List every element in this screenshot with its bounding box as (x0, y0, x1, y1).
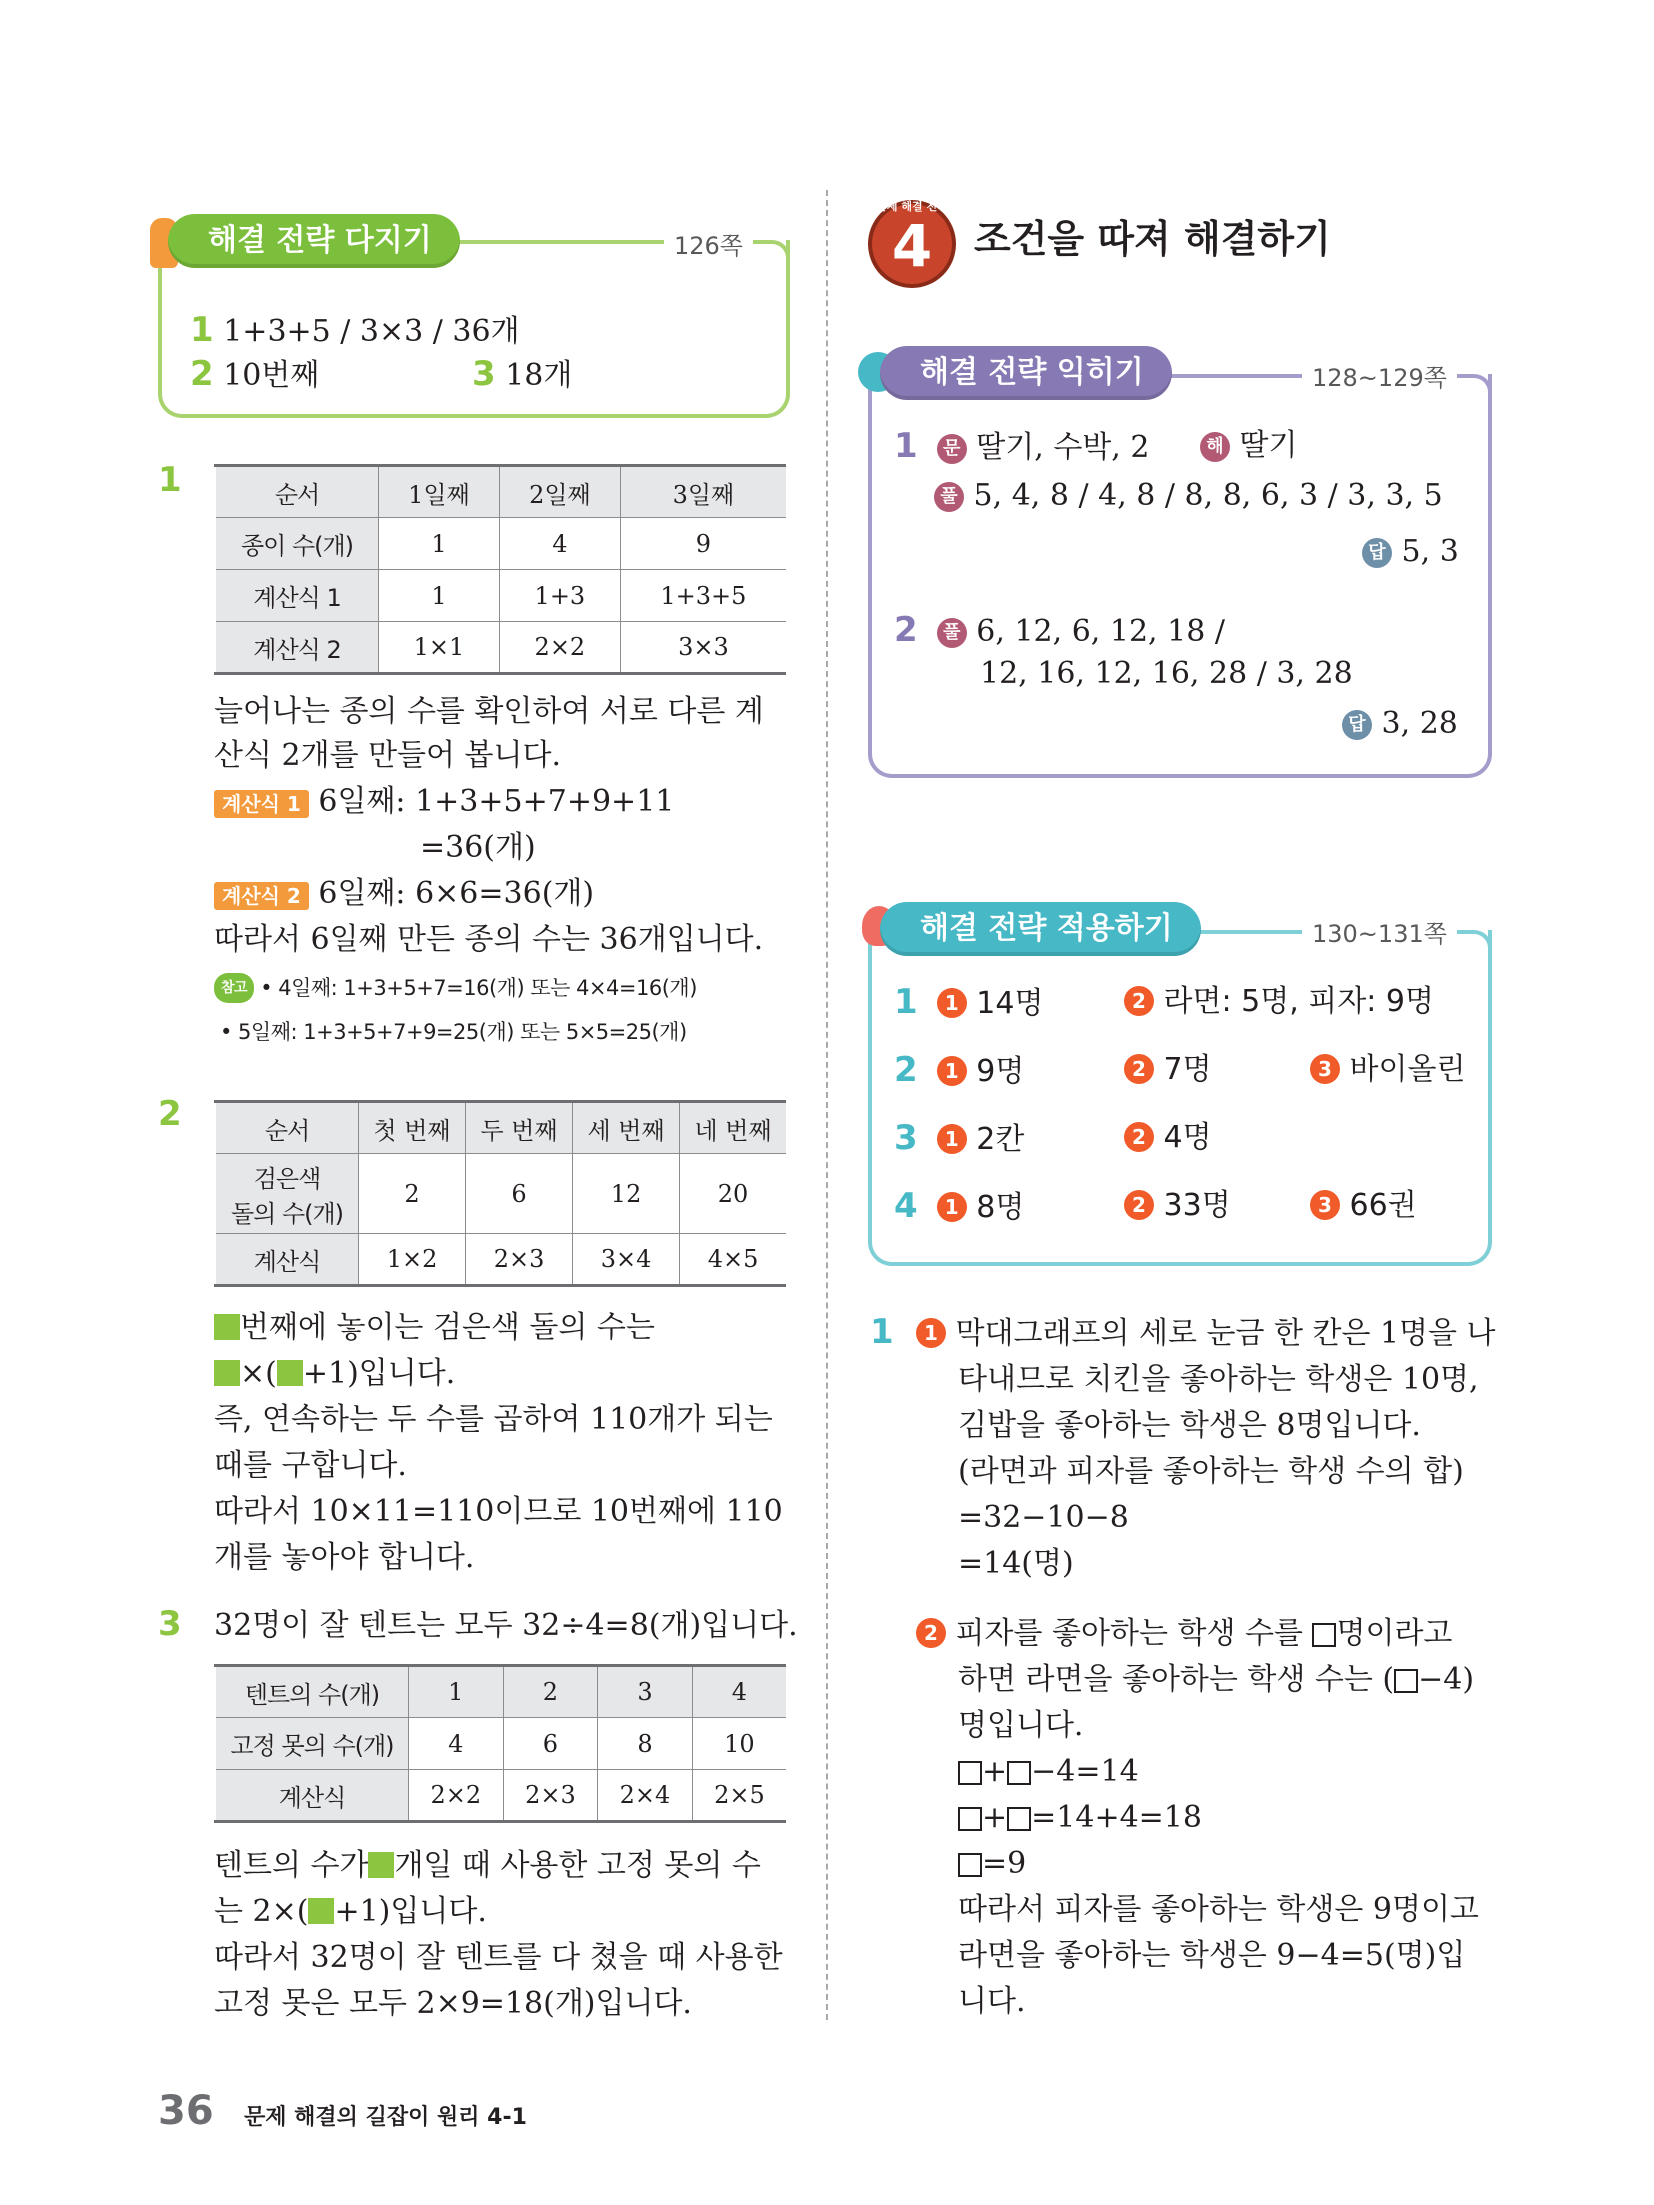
calc-2-line: 6일째: 6×6=36(개) (318, 876, 595, 911)
table-cell: 세 번째 (573, 1102, 680, 1154)
table-cell: 1일째 (379, 466, 500, 518)
table-cell: 8 (598, 1718, 693, 1770)
p1-note-2: • 5일째: 1+3+5+7+9=25(개) 또는 5×5=25(개) (220, 1020, 687, 1044)
p3-intro: 32명이 잘 텐트는 모두 32÷4=8(개)입니다. (214, 1608, 798, 1643)
blank-square (277, 1360, 303, 1386)
learn-q1-line1 (894, 424, 1149, 470)
p2-text-6: 개를 놓아야 합니다. (214, 1540, 475, 1575)
table-cell: 2×2 (409, 1770, 504, 1822)
table-cell: 2×5 (692, 1770, 786, 1822)
table-cell: 종이 수(개) (215, 518, 379, 570)
table-cell: 3일째 (620, 466, 786, 518)
blank-box (1007, 1761, 1031, 1785)
p3-text-1: 텐트의 수가 개일 때 사용한 고정 못의 수 (214, 1848, 761, 1883)
learn-q2-line1: 2 풀 6, 12, 6, 12, 18 / (894, 610, 1225, 650)
learn-q2-line2: 12, 16, 12, 16, 28 / 3, 28 (980, 656, 1353, 691)
p3-text-2: 는 2×( +1)입니다. (214, 1894, 487, 1929)
table-cell: 첫 번째 (359, 1102, 466, 1154)
p3-text-3: 따라서 32명이 잘 텐트를 다 쳤을 때 사용한 (214, 1940, 783, 1975)
table-cell: 계산식 2 (215, 622, 379, 674)
review-answer-2: 10번째 (223, 358, 320, 393)
p2-text-4: 때를 구합니다. (214, 1448, 407, 1483)
table-cell: 20 (680, 1154, 786, 1234)
mark-1: 1 (937, 1056, 967, 1086)
pul-badge: 풀 (934, 482, 964, 512)
blank-box (1007, 1807, 1031, 1831)
table-cell: 1+3 (499, 570, 620, 622)
mark-3: 3 (1310, 1054, 1340, 1084)
table-cell: 9 (620, 518, 786, 570)
apply-row-2: 2 1 9명 (894, 1050, 1025, 1090)
explain-s2-l1: 2 피자를 좋아하는 학생 수를 명이라고 (916, 1612, 1452, 1656)
table-cell: 1+3+5 (620, 570, 786, 622)
explain-s2-l5: + =14+4=18 (958, 1796, 1202, 1840)
mark-1: 1 (916, 1318, 946, 1348)
item-number: 1 (894, 426, 918, 466)
book-title: 문제 해결의 길잡이 원리 4-1 (244, 2105, 527, 2130)
item-number: 2 (894, 610, 918, 650)
table-cell: 1 (409, 1666, 504, 1718)
mun-badge: 문 (937, 434, 967, 464)
review-line-3 (472, 352, 572, 398)
table-cell: 순서 (215, 466, 379, 518)
explain-s2-l2: 하면 라면을 좋아하는 학생 수는 ( −4) (958, 1662, 1475, 1697)
table-tent-pegs (214, 1664, 786, 1823)
mark-3: 3 (1310, 1190, 1340, 1220)
item-number: 1 (190, 310, 214, 350)
page-number: 36 (158, 2088, 214, 2134)
table-cell: 6 (466, 1154, 573, 1234)
mark-2: 2 (1124, 1122, 1154, 1152)
table-cell: 2 (359, 1154, 466, 1234)
problem-number-3: 3 (158, 1604, 182, 1644)
hae-badge: 해 (1200, 432, 1230, 462)
table-cell: 네 번째 (680, 1102, 786, 1154)
explain-s1-l3: 김밥을 좋아하는 학생은 8명입니다. (958, 1408, 1421, 1443)
table-black-stones (214, 1100, 786, 1287)
calc-tag-2: 계산식 2 (214, 882, 309, 910)
blank-box (958, 1807, 982, 1831)
box-title-apply: 해결 전략 적용하기 (880, 902, 1201, 956)
table-cell: 검은색 돌의 수(개) (215, 1154, 359, 1234)
table-cell: 2×3 (466, 1234, 573, 1286)
mark-2: 2 (1124, 1190, 1154, 1220)
dap-badge: 답 (1362, 538, 1392, 568)
table-cell: 12 (573, 1154, 680, 1234)
mark-2: 2 (916, 1618, 946, 1648)
table-cell: 텐트의 수(개) (215, 1666, 409, 1718)
apply-row-3-b: 2 4명 (1124, 1116, 1212, 1160)
p2-text-5: 따라서 10×11=110이므로 10번째에 110 (214, 1494, 783, 1529)
apply-row-4: 4 1 8명 (894, 1186, 1025, 1226)
table-cell: 2×2 (499, 622, 620, 674)
blank-square (214, 1314, 240, 1340)
pul-badge: 풀 (937, 618, 967, 648)
table-cell: 2일째 (499, 466, 620, 518)
table-cell: 4 (692, 1666, 786, 1718)
mark-2: 2 (1124, 986, 1154, 1016)
p1-conclusion: 따라서 6일째 만든 종의 수는 36개입니다. (214, 922, 764, 957)
table-cell: 2×3 (503, 1770, 598, 1822)
page-ref-review: 126쪽 (664, 226, 753, 261)
explain-s1-l4: (라면과 피자를 좋아하는 학생 수의 합) (958, 1454, 1464, 1489)
p1-calc-2 (214, 872, 594, 918)
table-cell: 10 (692, 1718, 786, 1770)
p1-text-2: 산식 2개를 만들어 봅니다. (214, 738, 562, 773)
mark-1: 1 (937, 988, 967, 1018)
explain-s1-l1: 1 막대그래프의 세로 눈금 한 칸은 1명을 나 (916, 1312, 1496, 1356)
page-ref-apply: 130~131쪽 (1302, 914, 1457, 949)
p2-text-2: ×( +1)입니다. (214, 1352, 455, 1396)
table-cell: 두 번째 (466, 1102, 573, 1154)
table-cell: 계산식 (215, 1770, 409, 1822)
blank-square (214, 1360, 240, 1386)
section-badge-caption: 문제 해결 전략 (876, 200, 948, 213)
table-cell: 3×3 (620, 622, 786, 674)
learn-q1-dap: 답 5, 3 (1362, 530, 1459, 574)
p3-text-4: 고정 못은 모두 2×9=18(개)입니다. (214, 1986, 692, 2021)
box-title-learn: 해결 전략 익히기 (880, 346, 1172, 400)
p1-text-1: 늘어나는 종의 수를 확인하여 서로 다른 계 (214, 694, 764, 729)
table-cell: 4×5 (680, 1234, 786, 1286)
explain-s2-l3: 명입니다. (958, 1708, 1084, 1743)
p1-calc-1 (214, 780, 674, 826)
table-cell: 6 (503, 1718, 598, 1770)
learn-q1-mun: 딸기, 수박, 2 (976, 430, 1150, 465)
section-title: 조건을 따져 해결하기 (974, 217, 1331, 261)
mark-1: 1 (937, 1124, 967, 1154)
table-cell: 계산식 (215, 1234, 359, 1286)
table-cell: 3 (598, 1666, 693, 1718)
item-number: 3 (472, 354, 496, 394)
note-badge: 참고 (214, 973, 254, 1003)
p2-text-3: 즉, 연속하는 두 수를 곱하여 110개가 되는 (214, 1402, 773, 1437)
note-text: • 4일째: 1+3+5+7=16(개) 또는 4×4=16(개) (260, 976, 697, 1000)
apply-row-2-c: 3 바이올린 (1310, 1048, 1465, 1092)
problem-number-1: 1 (158, 460, 182, 500)
explain-s2-l7: 따라서 피자를 좋아하는 학생은 9명이고 (958, 1892, 1479, 1927)
apply-row-1-b: 2 라면: 5명, 피자: 9명 (1124, 980, 1434, 1024)
table-cell: 3×4 (573, 1234, 680, 1286)
p1-calc-1b: =36(개) (420, 830, 536, 865)
apply-row-4-c: 3 66권 (1310, 1184, 1417, 1228)
table-cell: 2 (503, 1666, 598, 1718)
table-paper-count (214, 464, 786, 675)
table-cell: 4 (409, 1718, 504, 1770)
explain-number-1: 1 (870, 1312, 894, 1352)
table-cell: 순서 (215, 1102, 359, 1154)
table-cell: 1×1 (379, 622, 500, 674)
mark-2: 2 (1124, 1054, 1154, 1084)
explain-s1-l6: =14(명) (958, 1546, 1074, 1581)
calc-tag-1: 계산식 1 (214, 790, 309, 818)
table-cell: 1 (379, 570, 500, 622)
explain-s2-l6: =9 (958, 1842, 1026, 1886)
column-divider (826, 190, 828, 2020)
p2-text-1: 번째에 놓이는 검은색 돌의 수는 (214, 1306, 655, 1350)
mark-1: 1 (937, 1192, 967, 1222)
table-cell: 1 (379, 518, 500, 570)
apply-row-1: 1 1 14명 (894, 982, 1044, 1022)
review-line-2 (190, 352, 319, 398)
review-answer-1: 1+3+5 / 3×3 / 36개 (223, 314, 520, 349)
p1-note-1 (214, 972, 697, 1003)
learn-q1-pul: 풀 5, 4, 8 / 4, 8 / 8, 8, 6, 3 / 3, 3, 5 (934, 474, 1443, 518)
blank-box (1394, 1669, 1418, 1693)
learn-q2-dap: 답 3, 28 (1342, 702, 1458, 746)
dap-badge: 답 (1342, 710, 1372, 740)
learn-q1-hae: 해 딸기 (1200, 424, 1298, 468)
review-answer-3: 18개 (505, 358, 573, 393)
table-cell: 계산식 1 (215, 570, 379, 622)
table-cell: 4 (499, 518, 620, 570)
section-number: 4 (891, 212, 933, 280)
blank-box (958, 1853, 982, 1877)
page-ref-learn: 128~129쪽 (1302, 358, 1457, 393)
blank-square (368, 1852, 394, 1878)
apply-row-2-b: 2 7명 (1124, 1048, 1212, 1092)
apply-row-4-b: 2 33명 (1124, 1184, 1231, 1228)
table-cell: 2×4 (598, 1770, 693, 1822)
review-line-1 (190, 308, 520, 354)
table-cell: 1×2 (359, 1234, 466, 1286)
blank-square (308, 1898, 334, 1924)
blank-box (958, 1761, 982, 1785)
calc-1-line: 6일째: 1+3+5+7+9+11 (318, 784, 675, 819)
problem-number-2: 2 (158, 1094, 182, 1134)
explain-s2-l9: 니다. (958, 1984, 1026, 2019)
item-number: 2 (190, 354, 214, 394)
box-title-review: 해결 전략 다지기 (168, 214, 460, 268)
explain-s2-l8: 라면을 좋아하는 학생은 9−4=5(명)입 (958, 1938, 1466, 1973)
table-cell: 고정 못의 수(개) (215, 1718, 409, 1770)
explain-s2-l4: + −4=14 (958, 1750, 1139, 1794)
explain-s1-l5: =32−10−8 (958, 1500, 1129, 1535)
apply-row-3: 3 1 2칸 (894, 1118, 1025, 1158)
blank-box (1312, 1623, 1336, 1647)
explain-s1-l2: 타내므로 치킨을 좋아하는 학생은 10명, (958, 1362, 1479, 1397)
